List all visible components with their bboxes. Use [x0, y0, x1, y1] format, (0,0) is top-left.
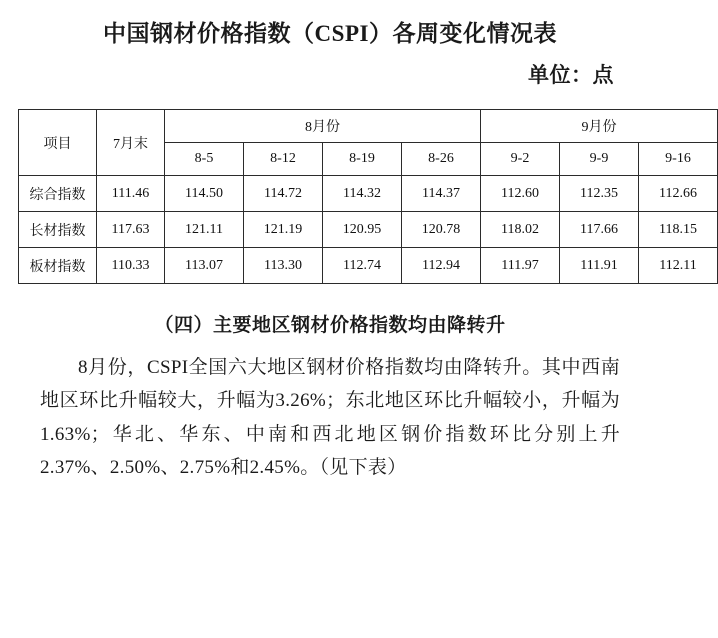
table-row — [19, 176, 718, 212]
cell-value: 120.95 — [323, 212, 402, 248]
table-row — [19, 212, 718, 248]
unit-label: 单位：点 — [528, 63, 614, 88]
body-paragraph: 8月份，CSPI全国六大地区钢材价格指数均由降转升。其中西南地区环比升幅较大，升幅为3.26%；东北地区环比升幅较小，升幅为 1.63%；华北、华东、中南和西北地区钢价指数环比分别上升2.37%、2.50%、2.75%和2.45%。（见下表） — [40, 357, 620, 478]
cell-value: 114.37 — [402, 176, 481, 212]
cell-value: 117.66 — [560, 212, 639, 248]
row-label: 长材指数 — [19, 212, 97, 248]
cell-value: 112.35 — [560, 176, 639, 212]
cell-value: 111.97 — [481, 248, 560, 284]
table-header-week: 8-5 — [165, 143, 244, 176]
cell-value: 112.66 — [639, 176, 718, 212]
cell-value: 114.50 — [165, 176, 244, 212]
cell-value: 121.19 — [244, 212, 323, 248]
cell-value: 113.30 — [244, 248, 323, 284]
cell-value: 120.78 — [402, 212, 481, 248]
cell-value: 118.02 — [481, 212, 560, 248]
section-heading: （四）主要地区钢材价格指数均由降转升 — [154, 315, 506, 337]
cell-value: 112.94 — [402, 248, 481, 284]
row-label: 综合指数 — [19, 176, 97, 212]
cell-value: 121.11 — [165, 212, 244, 248]
cell-value: 114.72 — [244, 176, 323, 212]
cell-value: 114.32 — [323, 176, 402, 212]
table-header-august-group: 8月份 — [165, 110, 481, 143]
cell-july: 111.46 — [97, 176, 165, 212]
table-header-week: 8-19 — [323, 143, 402, 176]
cell-july: 117.63 — [97, 212, 165, 248]
table-header-july: 7月末 — [97, 110, 165, 176]
cell-value: 112.74 — [323, 248, 402, 284]
document-page — [0, 18, 697, 638]
table-header-week: 9-2 — [481, 143, 560, 176]
row-label: 板材指数 — [19, 248, 97, 284]
cell-value: 113.07 — [165, 248, 244, 284]
page-title: 中国钢材价格指数（CSPI）各周变化情况表 — [103, 21, 557, 46]
table-corner-label: 项目 — [19, 110, 97, 176]
cell-value: 118.15 — [639, 212, 718, 248]
table-header-week: 9-16 — [639, 143, 718, 176]
table-header-week: 8-12 — [244, 143, 323, 176]
cspi-weekly-table — [18, 109, 718, 284]
table-row — [19, 248, 718, 284]
cell-july: 110.33 — [97, 248, 165, 284]
cell-value: 111.91 — [560, 248, 639, 284]
cell-value: 112.60 — [481, 176, 560, 212]
table-header-september-group: 9月份 — [481, 110, 718, 143]
table-header-row-top — [19, 110, 718, 143]
table-header-week: 9-9 — [560, 143, 639, 176]
table-header-week: 8-26 — [402, 143, 481, 176]
cell-value: 112.11 — [639, 248, 718, 284]
